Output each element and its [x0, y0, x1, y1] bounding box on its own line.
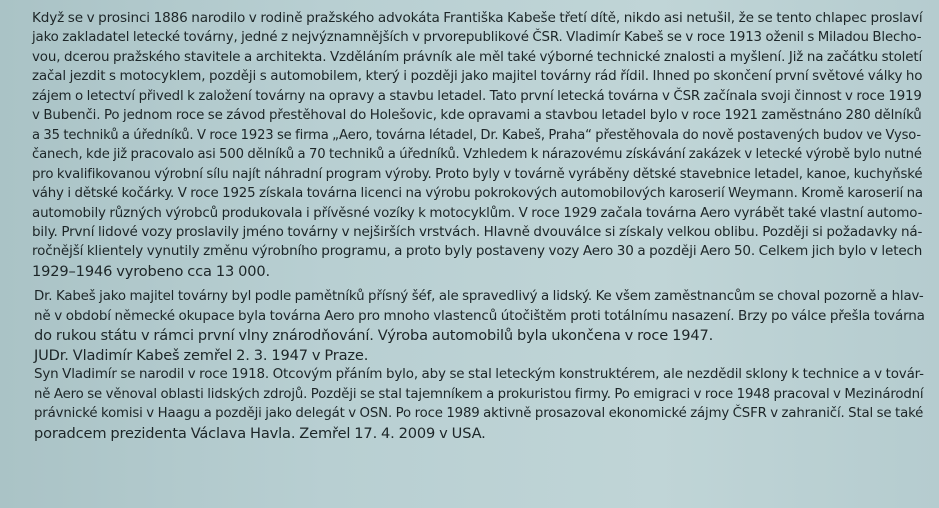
- text-line: Dr. Kabeš jako majitel továrny byl podle pamětníků přísný šéf, ale spravedlivý a lidský. Ke všem zaměstnancům se choval pozorně a hlav-: [34, 289, 924, 305]
- text-line: bily. První lidové vozy proslavily jméno továrny v nejširších vrstvách. Hlavně dvouválce si získaly velkou oblibu. Později si požadavky ná-: [32, 223, 923, 240]
- text-line: právnické komisi v Haagu a později jako delegát v OSN. Po roce 1989 aktivně prosazoval ekonomické zájmy ČSFR v zahraničí. Stal se také: [34, 406, 924, 422]
- text-line: v Bubenči. Po jednom roce se závod přestěhoval do Holešovic, kde opravami a stavbou letadel bylo v roce 1921 zaměstnáno 280 dělníků: [32, 108, 922, 124]
- text-line: váhy i dětské kočárky. V roce 1925 získala továrna licenci na výrobu pokrokových automobilových karoserií Weymann. Kromě karoserií na: [32, 186, 923, 202]
- text-line: automobily různých výrobců produkovala i přívěsné vozíky k motocyklům. V roce 1929 začala továrna Aero vyrábět také vlastní automo-: [32, 205, 923, 221]
- text-line: poradcem prezidenta Václava Havla. Zemřel 17. 4. 2009 v USA.: [34, 424, 486, 442]
- text-line: čanech, kde již pracovalo asi 500 dělníků a 70 techniků a úředníků. Vzhledem k nárazovému získávání zakázek v letecké výrobě bylo nutné: [32, 147, 922, 163]
- text-line: pro kvalifikovanou výrobní sílu najít náhradní program výroby. Proto byly v továrně vyráběny dětské stavebnice letadel, kanoe, kuchyňské: [32, 166, 923, 182]
- text-line: vou, dcerou pražského stavitele a architekta. Vzděláním právník ale měl také výborné technické znalosti a myšlení. Již na začátku století: [32, 49, 923, 65]
- text-line: ně v období německé okupace byla továrna Aero pro mnoho vlastenců útočištěm proti totálnímu nasazení. Brzy po válce přešla továrna: [34, 307, 925, 324]
- text-line: ročnější klientely vynutily změnu výrobního programu, a proto byly postaveny vozy Aero 30 a později Aero 50. Celkem jich bylo v letech: [32, 243, 923, 260]
- paragraph-death: [32, 346, 925, 365]
- text-line: Syn Vladimír se narodil v roce 1918. Otcovým přáním bylo, aby se stal leteckým konstruktérem, ale nezdědil sklony k technice a v továr-: [34, 367, 924, 383]
- text-line: Když se v prosinci 1886 narodilo v rodině pražského advokáta Františka Kabeše třetí dítě, nikdo asi netušil, že se tento chlapec proslaví: [32, 10, 923, 26]
- paragraph-son: [32, 365, 925, 443]
- text-line: ně Aero se věnoval oblasti lidských zdrojů. Později se stal tajemníkem a prokuristou firmy. Po emigraci v roce 1948 pracoval v Mezinárodní: [34, 386, 924, 402]
- text-line: jako zakladatel letecké továrny, jedné z nejvýznamnějších v prvorepublikové ČSR. Vladimír Kabeš se v roce 1913 oženil s Miladou Blecho-: [32, 30, 922, 46]
- text-line: začal jezdit s motocyklem, později s automobilem, který i později jako majitel továrny rád řídil. Ihned po skončení první světové války ho: [32, 68, 923, 85]
- text-line: a 35 techniků a úředníků. V roce 1923 se firma „Aero, továrna létadel, Dr. Kabeš, Praha“ přestěhovala do nově postavených budov ve Vyso-: [32, 127, 921, 143]
- text-line: JUDr. Vladimír Kabeš zemřel 2. 3. 1947 v Praze.: [34, 346, 369, 364]
- text-line: 1929–1946 vyrobeno cca 13 000.: [32, 262, 270, 280]
- paragraph-biography: [32, 9, 925, 281]
- text-line: do rukou státu v rámci první vlny znárodňování. Výroba automobilů byla ukončena v roce 1947.: [34, 327, 714, 345]
- paragraph-character: [32, 287, 925, 345]
- text-line: zájem o letectví přivedl k založení továrny na opravy a stavbu letadel. Tato první letecká továrna v ČSR začínala svoji činnost v roce 1919: [32, 88, 922, 104]
